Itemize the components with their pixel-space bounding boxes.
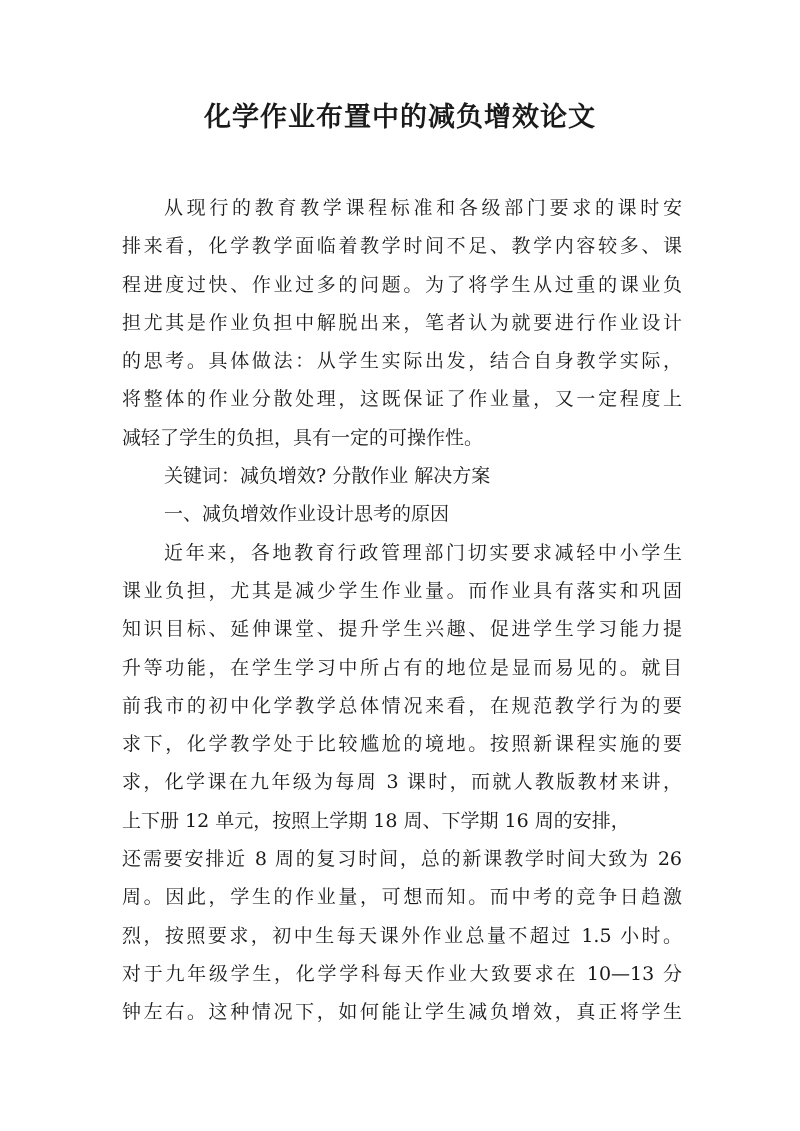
text-line: 近年来，各地教育行政管理部门切实要求减轻中小学生 (164, 541, 682, 564)
text-line: 担尤其是作业负担中解脱出来，笔者认为就要进行作业设计 (122, 311, 682, 334)
text-line: 求，化学课在九年级为每周 3 课时，而就人教版教材来讲， (122, 771, 682, 794)
document-body (122, 189, 682, 1032)
text-line: 上下册 12 单元，按照上学期 18 周、下学期 16 周的安排， (122, 809, 630, 832)
text-line: 排来看，化学教学面临着教学时间不足、教学内容较多、课 (122, 235, 682, 258)
text-line: 的思考。具体做法：从学生实际出发，结合自身教学实际， (122, 350, 682, 373)
text-line: 求下，化学教学处于比较尴尬的境地。按照新课程实施的要 (122, 733, 682, 756)
text-line: 关键词：减负增效? 分散作业 解决方案 (164, 465, 491, 488)
text-line: 对于九年级学生，化学学科每天作业大致要求在 10—13 分 (122, 962, 682, 985)
text-line: 钟左右。这种情况下，如何能让学生减负增效，真正将学生 (122, 1001, 682, 1024)
text-line: 周。因此，学生的作业量，可想而知。而中考的竞争日趋激 (122, 886, 682, 909)
document-title: 化学作业布置中的减负增效论文 (204, 102, 596, 133)
text-line: 烈，按照要求，初中生每天课外作业总量不超过 1.5 小时。 (122, 924, 682, 947)
text-line: 升等功能，在学生学习中所占有的地位是显而易见的。就目 (122, 656, 682, 679)
text-line: 课业负担，尤其是减少学生作业量。而作业具有落实和巩固 (122, 579, 682, 602)
text-line: 知识目标、延伸课堂、提升学生兴趣、促进学生学习能力提 (122, 618, 682, 641)
text-line: 程进度过快、作业过多的问题。为了将学生从过重的课业负 (122, 273, 682, 296)
text-line: 将整体的作业分散处理，这既保证了作业量，又一定程度上 (122, 388, 682, 411)
text-line: 还需要安排近 8 周的复习时间，总的新课教学时间大致为 26 (122, 848, 682, 871)
text-line: 减轻了学生的负担，具有一定的可操作性。 (122, 426, 484, 449)
text-line: 前我市的初中化学教学总体情况来看，在规范教学行为的要 (122, 694, 682, 717)
text-line: 一、减负增效作业设计思考的原因 (164, 503, 450, 526)
text-line: 从现行的教育教学课程标准和各级部门要求的课时安 (164, 197, 682, 219)
